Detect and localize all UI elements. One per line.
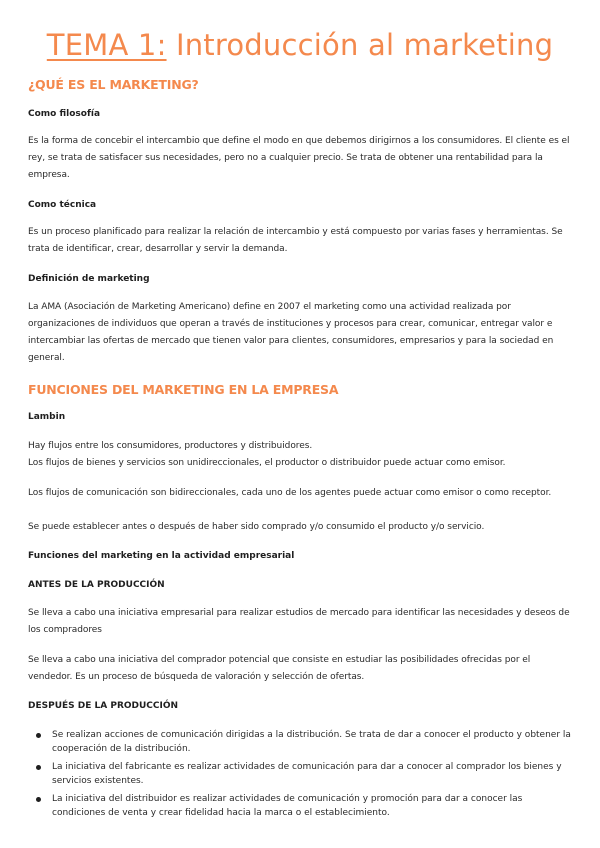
subheading-funciones-actividad: Funciones del marketing en la actividad empresarial (28, 551, 295, 561)
section-heading-funciones: FUNCIONES DEL MARKETING EN LA EMPRESA (28, 382, 339, 397)
subheading-filosofia: Como filosofía (28, 109, 101, 119)
paragraph-flujos-a: Hay flujos entre los consumidores, productores y distribuidores. (28, 441, 313, 451)
subheading-antes: ANTES DE LA PRODUCCIÓN (28, 580, 165, 590)
title-rest: Introducción al marketing (166, 28, 554, 62)
paragraph-filosofia: Es la forma de concebir el intercambio que define el modo en que debemos dirigirnos a los consumidores. El cliente es el rey, se trata de satisfacer sus necesidades, pero no a cualquier precio. Se trata de obtener una rentabilidad para la empresa. (28, 136, 570, 180)
paragraph-definicion: La AMA (Asociación de Marketing Americano) define en 2007 el marketing como una actividad realizada por organizaciones de individuos que operan a través de instituciones y procesos para crear, comunicar, entregar valor e intercambiar las ofertas de mercado que tienen valor para clientes, consumidores, empresarios y para la sociedad en general. (28, 302, 554, 363)
list-item: La iniciativa del fabricante es realizar actividades de comunicación para dar a conocer al comprador los bienes y servicios existentes. (52, 760, 576, 788)
bullet-list (28, 728, 576, 824)
paragraph-flujos-b: Los flujos de bienes y servicios son unidireccionales, el productor o distribuidor puede actuar como emisor. (28, 458, 506, 468)
list-item: La iniciativa del distribuidor es realizar actividades de comunicación y promoción para dar a conocer las condiciones de venta y crear fidelidad hacia la marca o el establecimiento. (52, 792, 576, 820)
list-item: Se realizan acciones de comunicación dirigidas a la distribución. Se trata de dar a conocer el producto y obtener la cooperación de la distribución. (52, 728, 576, 756)
paragraph-comunicacion-b: Se puede establecer antes o después de haber sido comprado y/o consumido el producto y/o servicio. (28, 522, 485, 532)
subheading-definicion: Definición de marketing (28, 274, 150, 284)
section-heading-que-es: ¿QUÉ ES EL MARKETING? (28, 77, 199, 92)
paragraph-tecnica: Es un proceso planificado para realizar la relación de intercambio y está compuesto por varias fases y herramientas. Se trata de identificar, crear, desarrollar y servir la demanda. (28, 227, 563, 254)
subheading-despues: DESPUÉS DE LA PRODUCCIÓN (28, 701, 179, 711)
paragraph-antes-2: Se lleva a cabo una iniciativa del comprador potencial que consiste en estudiar las posibilidades ofrecidas por el vendedor. Es un proceso de búsqueda de valoración y selección de ofertas. (28, 655, 531, 682)
title-lead: TEMA 1: (46, 28, 167, 62)
subheading-lambin: Lambin (28, 412, 66, 422)
paragraph-antes-1: Se lleva a cabo una iniciativa empresarial para realizar estudios de mercado para identificar las necesidades y deseos de los compradores (28, 608, 570, 635)
page-title (28, 0, 572, 65)
subheading-tecnica: Como técnica (28, 200, 97, 210)
paragraph-comunicacion-a: Los flujos de comunicación son bidireccionales, cada uno de los agentes puede actuar como emisor o como receptor. (28, 488, 552, 498)
